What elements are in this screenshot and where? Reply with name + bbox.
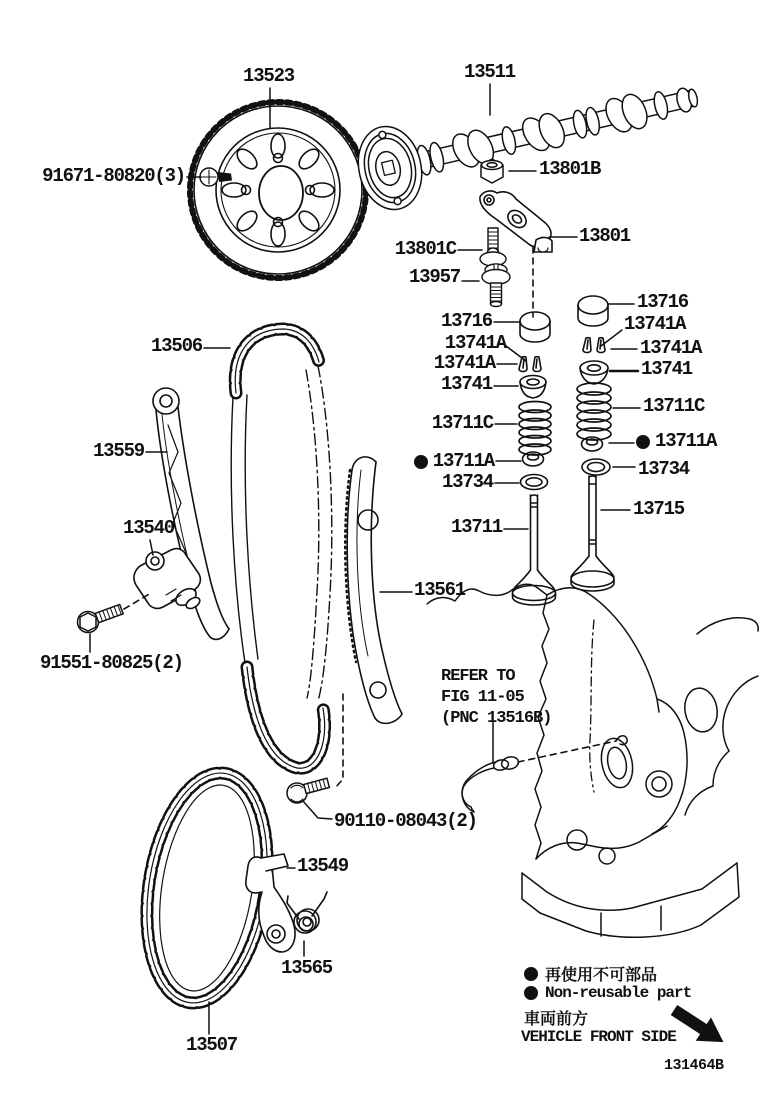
non-reusable-dot	[414, 455, 428, 469]
part-label-oil-pump-chain: 13507	[186, 1034, 238, 1056]
part-label-lever-spring: 13565	[281, 957, 333, 979]
part-label-valve-lock-intake-b: 13741A	[433, 352, 495, 374]
part-label-rocker-arm: 13801	[579, 225, 631, 247]
part-label-valve-lock-intake-a: 13741A	[444, 332, 506, 354]
part-label-valve-exhaust: 13715	[633, 498, 685, 520]
part-label-stem-seal-exhaust: 13734	[638, 458, 690, 480]
part-label-timing-chain: 13506	[150, 335, 202, 357]
timing-chain-drawing	[231, 329, 332, 768]
part-number: 13711A	[655, 430, 717, 452]
non-reusable-dot	[636, 435, 650, 449]
part-label-valve-lock-exhaust-b: 13741A	[640, 337, 702, 359]
camshaft-drawing	[350, 56, 706, 216]
legend-text: 再使用不可部品	[545, 965, 658, 984]
refer-note-line3: (PNC 13516B)	[441, 709, 552, 728]
chain-tensioner-drawing	[134, 549, 202, 611]
part-label-rocker-nut: 13801B	[539, 158, 601, 180]
part-label-valve-lock-exhaust-a: 13741A	[624, 313, 686, 335]
rocker-screw-drawing	[480, 228, 506, 266]
part-label-spring-retainer-intake: 13741	[440, 373, 492, 395]
part-label-spring-seat-exhaust	[636, 432, 716, 451]
part-label-valve-lifter-intake: 13716	[440, 310, 492, 332]
camshaft-sprocket-drawing	[190, 102, 366, 278]
part-label-valve-spring-intake: 13711C	[431, 412, 493, 434]
part-label-valve-intake: 13711	[450, 516, 502, 538]
head-bolt-drawing	[482, 264, 510, 307]
vehicle-front-arrow-icon	[666, 998, 731, 1054]
oil-nozzle-bolt-drawing	[287, 778, 329, 803]
legend-front-en: VEHICLE FRONT SIDE	[521, 1028, 676, 1046]
legend-text: Non-reusable part	[545, 984, 692, 1002]
part-label-valve-spring-exhaust: 13711C	[643, 395, 705, 417]
refer-note-line1: REFER TO	[441, 667, 515, 686]
non-reusable-dot	[524, 967, 538, 981]
part-label-spring-seat-intake	[414, 452, 494, 471]
chain-guide-drawing	[345, 457, 402, 723]
legend-non-reusable-en	[524, 984, 691, 1002]
part-label-chain-damper: 13559	[92, 440, 144, 462]
part-label-chain-guide: 13561	[414, 579, 466, 601]
part-label-camshaft: 13511	[464, 61, 516, 83]
part-label-valve-lifter-exhaust: 13716	[637, 291, 689, 313]
part-label-sprocket-bolt: 91671-80820(3)	[42, 165, 185, 187]
legend-front-jp: 車両前方	[524, 1009, 589, 1028]
refer-note-line2: FIG 11-05	[441, 688, 524, 707]
part-label-rocker-screw: 13801C	[394, 238, 456, 260]
part-label-head-bolt: 13957	[408, 266, 460, 288]
part-label-tensioner-bolt: 91551-80825(2)	[40, 652, 183, 674]
part-label-chain-tensioner: 13540	[123, 517, 175, 539]
part-label-spring-retainer-exhaust: 13741	[641, 358, 693, 380]
cylinder-head-drawing	[427, 584, 758, 937]
part-label-sprocket: 13523	[243, 65, 295, 87]
non-reusable-dot	[524, 986, 538, 1000]
part-number: 13711A	[432, 450, 494, 472]
tensioner-bolt-drawing	[78, 604, 124, 632]
legend-non-reusable-jp	[524, 962, 657, 985]
part-label-oil-nozzle-bolt: 90110-08043(2)	[334, 810, 477, 832]
part-label-stem-seal-intake: 13734	[441, 471, 493, 493]
rocker-nut-drawing	[481, 159, 503, 183]
figure-code: 131464B	[664, 1057, 724, 1074]
part-label-tensioner-lever: 13549	[297, 855, 349, 877]
refer-note	[441, 666, 551, 729]
